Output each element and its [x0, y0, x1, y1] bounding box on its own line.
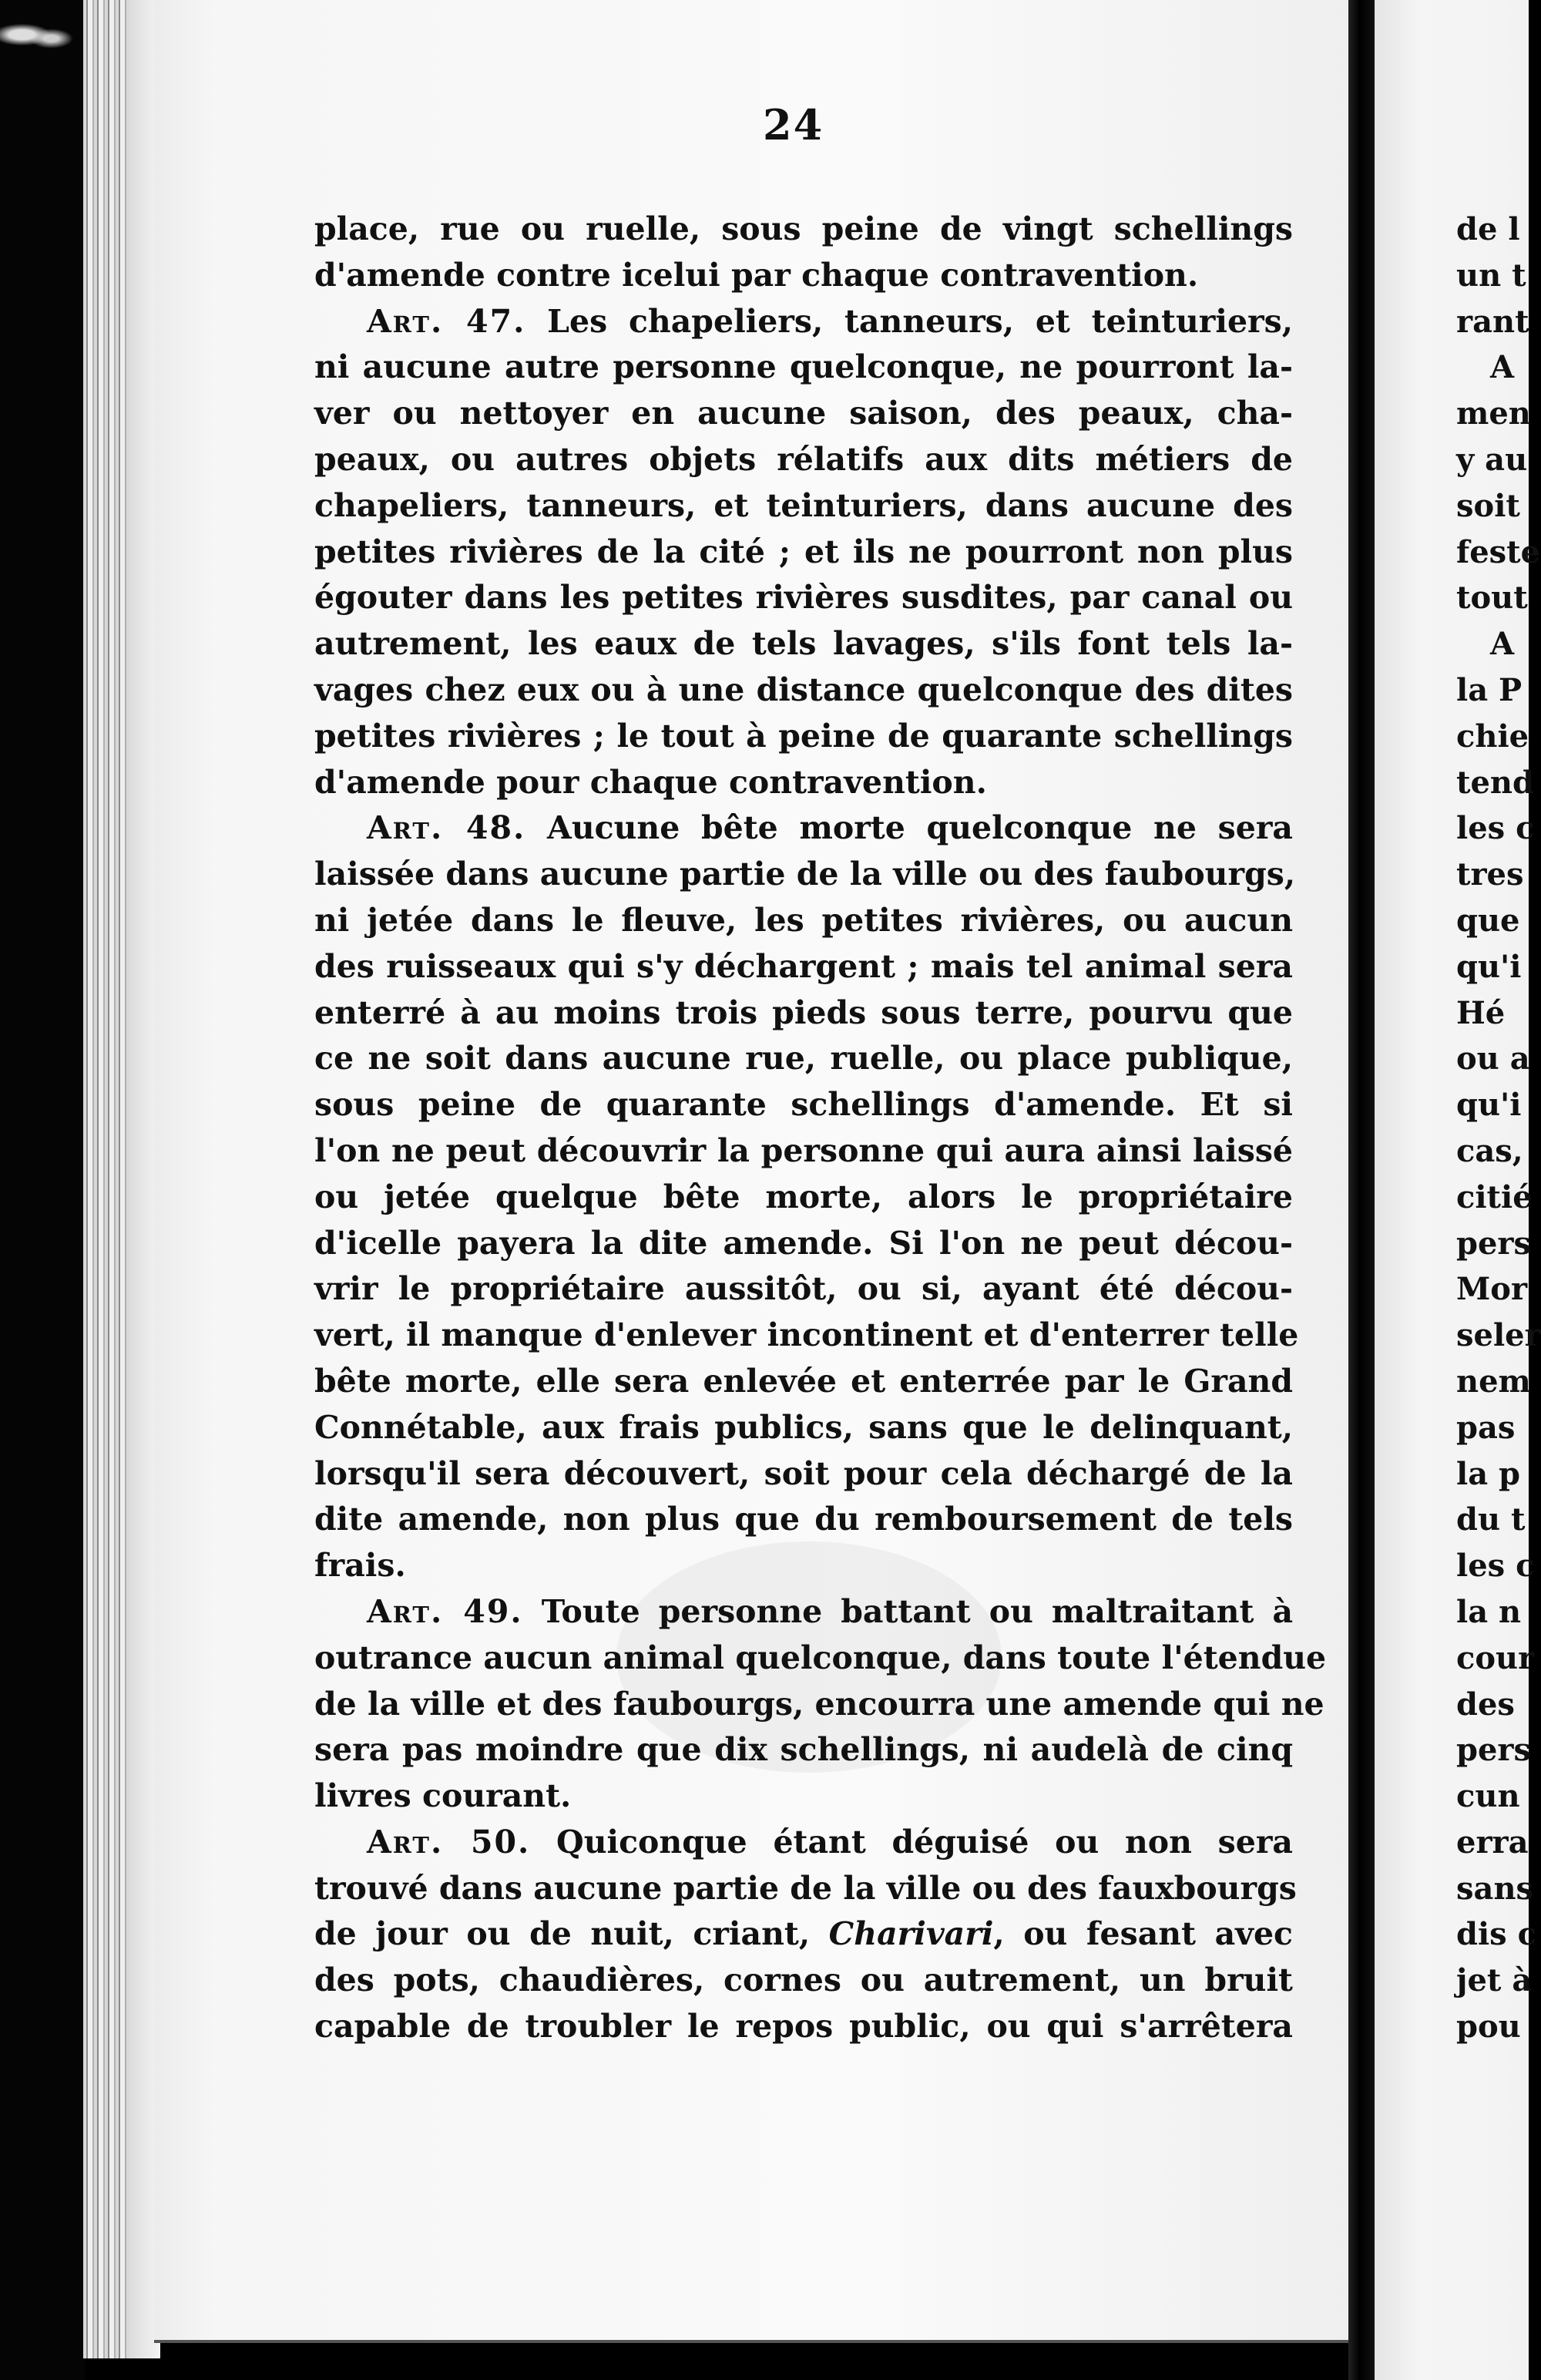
text-line	[314, 1820, 1293, 1866]
text-segment: ver ou nettoyer en aucune saison, des peaux, cha-	[314, 395, 1293, 432]
text-line	[314, 2004, 1293, 2050]
page-number: 24	[763, 100, 824, 150]
article-label: Art. 50.	[367, 1823, 531, 1861]
text-segment: chapeliers, tanneurs, et teinturiers, dans aucune des	[314, 486, 1293, 524]
facing-line: soit	[1456, 487, 1520, 524]
facing-line: que	[1456, 902, 1520, 939]
text-line	[314, 1313, 1299, 1359]
text-segment: vert, il manque d'enlever incontinent et d'enterrer telle	[314, 1316, 1299, 1354]
text-line	[314, 1036, 1293, 1082]
facing-line: de l	[1456, 211, 1520, 247]
text-line	[314, 760, 1293, 806]
text-segment: vrir le propriétaire aussitôt, ou si, ayant été décou-	[314, 1270, 1293, 1308]
facing-line: tres	[1456, 856, 1524, 893]
text-line	[314, 1958, 1293, 2004]
text-line	[314, 667, 1293, 714]
book-gutter	[1348, 0, 1376, 2380]
facing-line: erra	[1456, 1824, 1529, 1861]
facing-line: tout	[1456, 580, 1528, 617]
text-line	[314, 1911, 1293, 1958]
text-segment: des pots, chaudières, cornes ou autrement, un bruit	[314, 1961, 1293, 1999]
facing-line: A	[1490, 349, 1515, 386]
text-segment: bête morte, elle sera enlevée et enterrée par le Grand	[314, 1362, 1293, 1400]
facing-line: tend	[1456, 764, 1534, 801]
text-segment: de jour ou de nuit, criant,	[314, 1915, 829, 1953]
text-line	[314, 529, 1293, 576]
text-line	[314, 1635, 1327, 1682]
text-line	[314, 1866, 1297, 1912]
text-line	[314, 1497, 1293, 1543]
text-segment: des ruisseaux qui s'y déchargent ; mais tel animal sera	[314, 947, 1293, 985]
text-segment: l'on ne peut découvrir la personne qui aura ainsi laissé	[314, 1131, 1293, 1169]
facing-page-text	[1456, 207, 1541, 2050]
facing-line: y au	[1456, 441, 1528, 478]
text-segment: peaux, ou autres objets rélatifs aux dits métiers de	[314, 440, 1293, 478]
text-line	[314, 621, 1293, 667]
facing-line: un t	[1456, 257, 1526, 294]
text-line	[314, 944, 1293, 990]
text-line	[314, 1727, 1293, 1773]
facing-line: feste	[1456, 533, 1541, 570]
text-segment: outrance aucun animal quelconque, dans toute l'étendue	[314, 1639, 1327, 1676]
article-label: Art. 47.	[367, 302, 526, 340]
facing-line: pou	[1456, 2009, 1521, 2046]
text-line	[314, 990, 1293, 1037]
facing-line: qu'i	[1456, 1087, 1522, 1124]
facing-line: cun	[1456, 1778, 1520, 1815]
text-line	[314, 1543, 1293, 1589]
text-line	[314, 852, 1296, 898]
text-segment: de la ville et des faubourgs, encourra une amende qui ne	[314, 1685, 1324, 1723]
article-label: Art. 49.	[367, 1592, 523, 1630]
facing-line: Mor	[1456, 1271, 1528, 1308]
text-segment: place, rue ou ruelle, sous peine de vingt schellings	[314, 210, 1293, 247]
text-line	[314, 483, 1293, 529]
text-line	[314, 898, 1293, 944]
facing-line: rant	[1456, 303, 1529, 340]
text-segment: sera pas moindre que dix schellings, ni audelà de cinq	[314, 1731, 1293, 1769]
text-line	[314, 1773, 1293, 1820]
text-line	[314, 299, 1293, 345]
facing-line: pers	[1456, 1225, 1532, 1262]
text-line	[314, 714, 1293, 760]
text-line	[314, 1359, 1293, 1405]
text-line	[314, 1682, 1324, 1728]
facing-line: ou a	[1456, 1040, 1530, 1077]
facing-line: seler	[1456, 1317, 1541, 1354]
text-line	[314, 1175, 1293, 1221]
facing-line: pers	[1456, 1732, 1532, 1769]
text-segment: sous peine de quarante schellings d'amende. Et si	[314, 1086, 1293, 1124]
italic-term: Charivari	[828, 1915, 994, 1953]
text-segment: livres courant.	[314, 1777, 572, 1815]
facing-line: du t	[1456, 1501, 1526, 1538]
facing-line: dis c	[1456, 1916, 1536, 1953]
facing-line: pas	[1456, 1409, 1516, 1446]
facing-line: A	[1490, 626, 1515, 663]
text-segment: ni jetée dans le fleuve, les petites rivières, ou aucun	[314, 901, 1293, 939]
text-segment: ce ne soit dans aucune rue, ruelle, ou place publique,	[314, 1040, 1293, 1077]
text-segment: lorsqu'il sera découvert, soit pour cela déchargé de la	[314, 1454, 1293, 1492]
text-line	[314, 1082, 1293, 1128]
text-segment: Aucune bête morte quelconque ne sera	[525, 809, 1293, 847]
text-segment: capable de troubler le repos public, ou qui s'arrêtera	[314, 2008, 1293, 2046]
page-body-text	[314, 207, 1327, 2050]
text-segment: d'icelle payera la dite amende. Si l'on ne peut décou-	[314, 1224, 1293, 1262]
facing-line: men	[1456, 395, 1531, 432]
text-segment: frais.	[314, 1547, 406, 1585]
text-segment: petites rivières de la cité ; et ils ne pourront non plus	[314, 533, 1293, 570]
text-segment: d'amende contre icelui par chaque contravention.	[314, 256, 1199, 294]
text-segment: laissée dans aucune partie de la ville ou des faubourgs,	[314, 856, 1296, 893]
facing-line: la p	[1456, 1455, 1521, 1492]
text-line	[314, 207, 1293, 253]
facing-line: sans	[1456, 1870, 1534, 1907]
facing-line: les c	[1456, 810, 1535, 847]
article-label: Art. 48.	[367, 809, 526, 847]
facing-line: chie	[1456, 718, 1529, 755]
text-line	[314, 437, 1293, 483]
facing-line: qu'i	[1456, 948, 1522, 985]
text-segment: Les chapeliers, tanneurs, et teinturiers,	[525, 302, 1294, 340]
book-leaf-edges	[83, 0, 160, 2358]
text-segment: petites rivières ; le tout à peine de quarante schellings	[314, 717, 1293, 755]
facing-line: la n	[1456, 1593, 1522, 1630]
text-line	[314, 1451, 1293, 1498]
facing-line: Hé	[1456, 994, 1506, 1031]
text-segment: Quiconque étant déguisé ou non sera	[530, 1823, 1293, 1861]
text-line	[314, 1589, 1293, 1635]
facing-line: la P	[1456, 671, 1523, 708]
text-line	[314, 805, 1293, 852]
text-segment: trouvé dans aucune partie de la ville ou des fauxbourgs	[314, 1869, 1297, 1907]
facing-line: cas,	[1456, 1132, 1523, 1169]
text-line	[314, 345, 1293, 391]
text-segment: ni aucune autre personne quelconque, ne pourront la-	[314, 348, 1293, 386]
scan-speck	[0, 15, 73, 54]
text-line	[314, 253, 1293, 299]
facing-line: cour	[1456, 1639, 1535, 1676]
text-segment: , ou fesant avec	[993, 1915, 1294, 1953]
text-line	[314, 1221, 1293, 1267]
text-segment: Toute personne battant ou maltraitant à	[522, 1592, 1294, 1630]
facing-line: jet à	[1456, 1962, 1533, 1999]
text-segment: ou jetée quelque bête morte, alors le propriétaire	[314, 1178, 1293, 1215]
scan-background-left	[0, 0, 85, 2380]
facing-line: citié	[1456, 1178, 1533, 1215]
facing-line: des	[1456, 1686, 1515, 1723]
text-line	[314, 1266, 1293, 1313]
text-segment: égouter dans les petites rivières susdites, par canal ou	[314, 579, 1293, 617]
facing-line: nem	[1456, 1363, 1531, 1400]
text-segment: autrement, les eaux de tels lavages, s'ils font tels la-	[314, 625, 1293, 663]
text-line	[314, 1128, 1293, 1175]
text-segment: dite amende, non plus que du remboursement de tels	[314, 1501, 1293, 1538]
text-segment: enterré à au moins trois pieds sous terre, pourvu que	[314, 993, 1293, 1031]
text-line	[314, 1405, 1293, 1451]
facing-line: les c	[1456, 1548, 1535, 1585]
text-segment: vages chez eux ou à une distance quelconque des dites	[314, 671, 1293, 708]
text-line	[314, 391, 1293, 437]
text-segment: Connétable, aux frais publics, sans que le delinquant,	[314, 1408, 1293, 1446]
text-segment: d'amende pour chaque contravention.	[314, 763, 987, 801]
text-line	[314, 575, 1293, 621]
